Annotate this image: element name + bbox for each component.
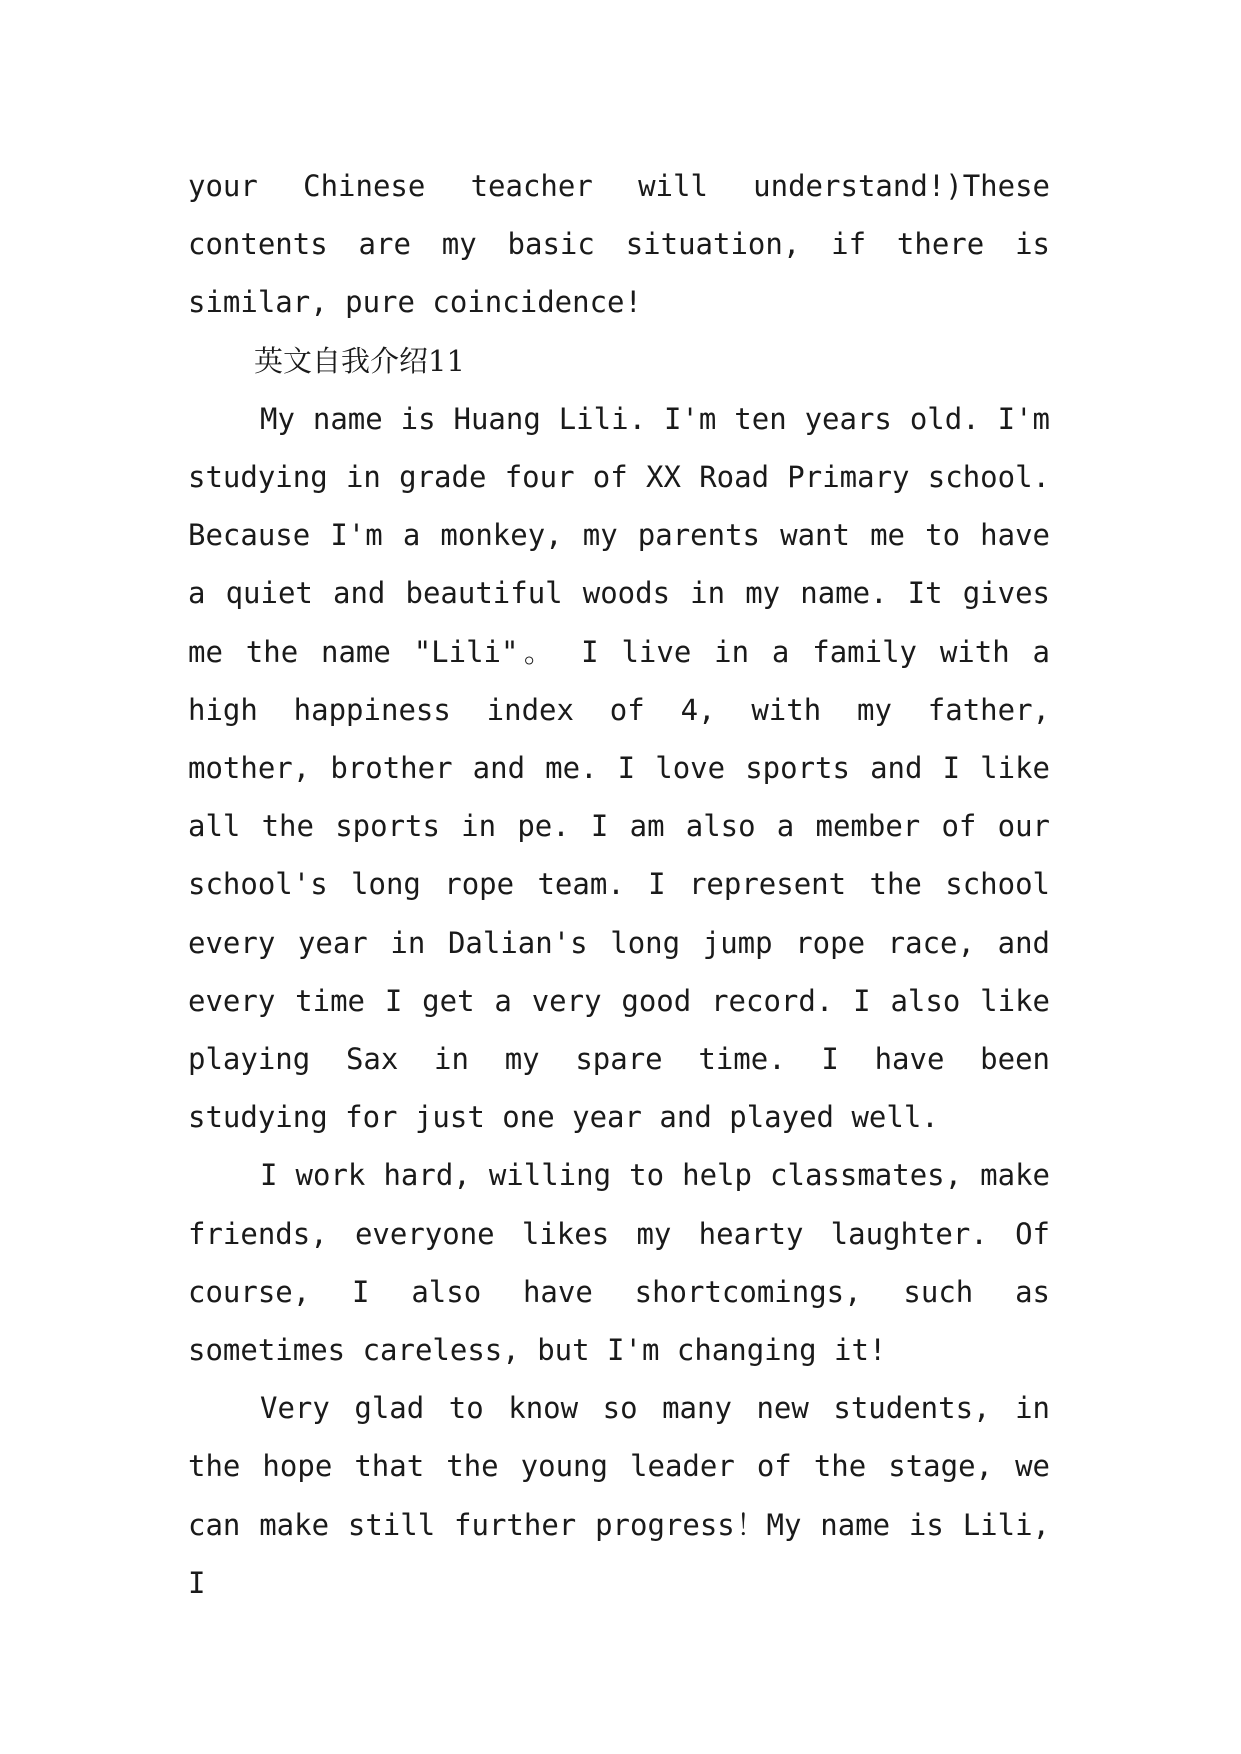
section-heading: 英文自我介绍11 [254, 343, 465, 378]
paragraph-continuation: your Chinese teacher will understand!)These contents are my basic situation, if there is similar, pure coincidence! [188, 169, 1050, 320]
paragraph-closing: Very glad to know so many new students, in the hope that the young leader of the stage, we can make still further progress！My name is Lili, I [188, 1391, 1050, 1600]
paragraph-introduction: My name is Huang Lili. I'm ten years old. I'm studying in grade four of XX Road Primary school. Because I'm a monkey, my parents want me to have a quiet and beautiful woods in my name. It gives me the name "Lili"。 I live in a family with a high happiness index of 4, with my father, mother, brother and me. I love sports and I like all the sports in pe. I am also a member of our school's long rope team. I represent the school every year in Dalian's long jump rope race, and every time I get a very good record. I also like playing Sax in my spare time. I have been studying for just one year and played well. [188, 401, 1050, 1135]
paragraph-personality: I work hard, willing to help classmates, make friends, everyone likes my hearty laughter. Of course, I also have shortcomings, such as sometimes careless, but I'm changing it! [188, 1158, 1050, 1368]
document-body [188, 157, 1050, 1612]
